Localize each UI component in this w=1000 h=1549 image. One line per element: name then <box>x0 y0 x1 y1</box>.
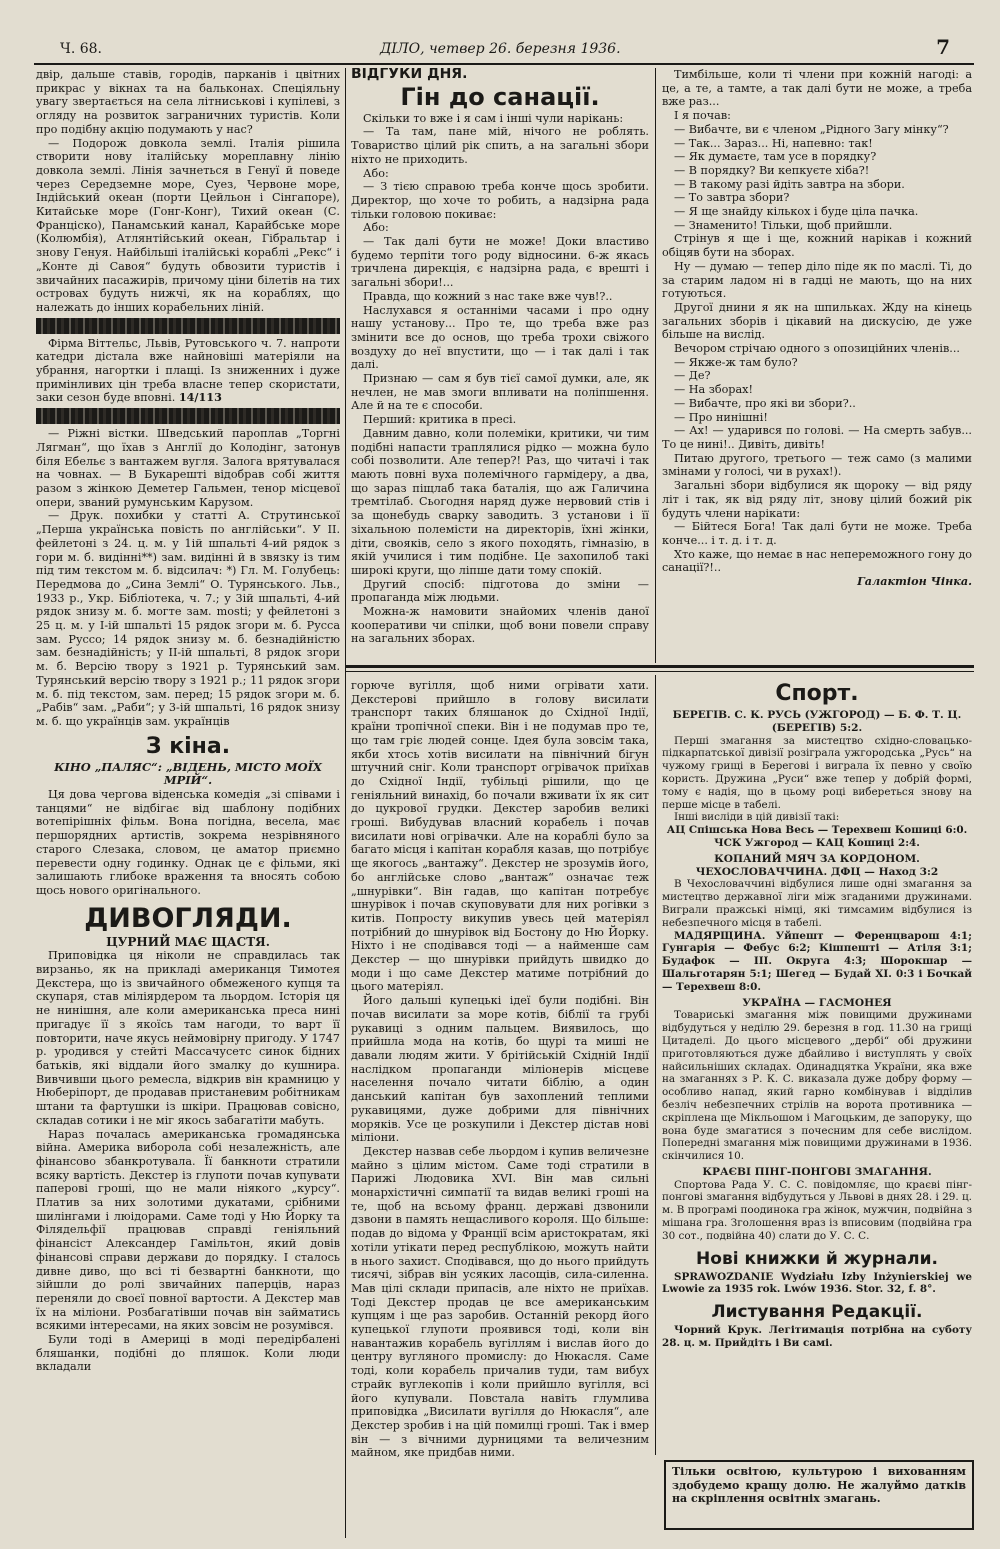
paragraph: Стрінув я ще і ще, кожний нарікав і кожний обіцяв бути на зборах. <box>662 232 972 260</box>
subsection-heading: ЧЕХОСЛОВАЧЧИНА. ДФЦ — Наход 3:2 <box>695 865 939 878</box>
paragraph: Скільки то вже і я сам і інші чули нарікань: <box>363 111 624 125</box>
section-rule <box>346 671 974 672</box>
paragraph: Інші висліди в цій дивізії такі: <box>674 811 840 824</box>
paragraph: — Друк. похибки у статті А. Струтинської „Перша українська повість по англійськи“. У II. фейлетоні з 24. ц. м. у 1ій шпальті 4-ий рядок з гори м. б. видінні**) зам. видінні й в звязку із тим під тим текстом м. б. відсилач: *) Гл. М. Голубець: Передмова до „Сина Землі“ О. Турянського. Льв., 1933 р., Укр. Бібліотека, ч. 7.; у 3ій шпальті, 4-ий рядок знизу м. б. могте зам. mosti; у фейлетоні з 25 ц. м. у І-ій шпальті 15 рядок згори м. б. Русса зам. Руссо; 14 рядок знизу м. б. безнадійністю зам. безнадійність; у ІІ-ій шпальті, 8 рядок згори м. б. Версію твору з 1921 р. Турянський зам. Турянський версію твору з 1921 р.; 11 рядок згори м. б. під текстом, зам. перед; 15 рядок згори м. б. „Рабів“ зам. „Раби“; у 3-ій шпальті, 16 рядок знизу м. б. що українців зам. українців <box>36 509 340 728</box>
paragraph: — Вибачте, ви є членом „Рідного Загу мінку“? <box>674 122 949 136</box>
paragraph: Спортова Рада У. С. С. повідомляє, що краєві пінг-понгові змагання відбудуться у Львові в днях 28. і 29. ц. м. В програмі поодинока гра жінок, мужчин, подвійна з мішана гра. Зголошення враз із вписовим (подвійна гра 30 сот., подвійна 40) слати до У. С. С. <box>662 1178 972 1242</box>
paragraph: Декстер назвав себе льордом і купив величезне майно з цілим містом. Саме тоді стратили в Парижі Людовика XVI. Він мав сильні монархістичні симпатії та видав великі гроші на те, щоб на всьому франц. державі дзвонили дзвони в память нещасливого короля. Що більше: подав до відома у Франції всім аристократам, які хотіли утікати перед республікою, можуть найти в нього захист. Сподівався, що до нього прийдуть тисячі, зібрав він усяких ласощів, сила-силенна. Мав цілі склади припасів, але ніхто не приїхав. Тоді Декстер продав це все американським купцям і ще раз заробив. Останній рекорд його купецької глупоти проявився тоді, коли він навантажив корабель вугіллям і вислав його до центру вугляного промислу: до Нюкасля. Саме тоді, коли корабель причалив туди, там вибух страйк вуглекопів і коли прийшло вугілля, всі його купували. Повстала навіть глумлива приповідка „Висилати вугілля до Нюкасля“, але Декстер зробив і на цій помилці гроші. Так і вмер він — з вічними дурницями та величезним майном, яке придбав ними. <box>351 1144 649 1460</box>
column-2-top <box>351 68 649 663</box>
paragraph: — В такому разі йдіть завтра на збори. <box>674 177 905 191</box>
paragraph: — То завтра збори? <box>674 191 790 205</box>
paragraph: — На зборах! <box>674 383 753 397</box>
advertisement: Фірма Віттельс, Львів, Рутовського ч. 7. напроти катедри дістала вже найновіші матеріяли на убрання, нагортки і плащі. Із зниженних і дуже примінливих цін треба власне тепер скористати, заки сезон буде вповні. 14/113 <box>36 336 340 405</box>
column-3-top <box>662 68 972 663</box>
section-subtitle: КІНО „ПАЛЯС“: „ВІДЕНЬ, МІСТО МОЇХ МРІЙ“. <box>54 759 322 788</box>
section-title: Нові книжки й журнали. <box>696 1248 938 1269</box>
subsection-heading: КОПАНИЙ МЯЧ ЗА КОРДОНОМ. <box>714 852 920 865</box>
paragraph: Його дальші купецькі ідеї були подібні. Він почав висилати за море котів, біблії та грубі рукавиці з одним пальцем. Виявилось, що прийшла мода на котів, бо щурі та миші не давали людям жити. У брітійській Східній Індії наслідком пропаганди міліонерів місцеве населення почало читати біблію, а один данський капітан був захоплений теплими рукавицями, дуже добрими для північних моряків. Усе це розкупили і Декстер дістав нові міліони. <box>351 994 649 1145</box>
divider-bar <box>36 408 340 424</box>
paragraph: Перший: критика в пресі. <box>363 413 517 427</box>
paragraph: Можна-ж намовити знайомих членів даної кооперативи чи спілки, щоб вони повели справу на загальних зборах. <box>351 605 649 646</box>
section-title: ДИВОГЛЯДИ. <box>84 902 292 934</box>
author-signature: Галактіон Чінка. <box>857 574 972 589</box>
paragraph: — Так далі бути не може! Доки властиво будемо терпіти того роду відносини. 6-ж якась тричлена дирекція, є надзірна рада, є врешті і загальні збори!... <box>351 235 649 290</box>
issue-number: Ч. 68. <box>60 41 102 57</box>
paragraph: Другої днини я як на шпильках. Жду на кінець загальних зборів і цікавий на дискусію, де уже більше на вислід. <box>662 300 972 342</box>
paragraph: Загальні збори відбулися як щороку — від ряду літ і так, як від ряду літ, знову цілий божий рік будуть члени нарікати: <box>662 479 972 520</box>
book-listing: SPRAWOZDANIE Wydziału Izby Inżynierskiej we Lwowie za 1935 rok. Lwów 1936. Stor. 32, f. 8°. <box>662 1270 972 1296</box>
paragraph: Нараз почалась американська громадянська війна. Америка виборола собі незалежність, але фінансово збанкротувала. Її банкноти стратили всяку вартість. Декстер із глупоти почав купувати паперові гроші, що не мали ніякого „курсу“. Платив за них золотими дукатами, срібними шилінгами і люідорами. Саме тоді у Ню Йорку та Філядельфії працював справді геніяльний фінансіст Александер Гамільтон, який довів фінансові справи держави до порядку. І сталось дивне диво, що всі ті безвартні банкноти, що зійшли до ролі звичайних паперців, нараз переняли до своєї повної вартости. А Декстер мав їх на міліони. Розбагатівши почав він займатись всякими інтересами, на яких зовсім не розумівся. <box>36 1127 340 1333</box>
paragraph: Вечором стрічаю одного з опозиційних членів... <box>674 342 960 356</box>
paragraph: Ця дова чергова віденська комедія „зі співами і танцями“ не відбігає від шаблону подібних вотепірішніх фільм. Вона погідна, весела, має першорядних артистів, зокрема незрівняного старого Слезака, словом, це аматор приємно перевести одну годинку. Однак це є фільми, які залишають глибоке враження та вносять собою щось нового оригінального. <box>36 788 340 897</box>
column-rule <box>655 675 656 1455</box>
section-subtitle: ЦУРНИЙ МАЄ ЩАСТЯ. <box>106 934 270 949</box>
paragraph: Другий спосіб: підготова до зміни — пропаганда між людьми. <box>351 577 649 605</box>
section-title: Спорт. <box>775 681 859 706</box>
subsection-heading: УКРАЇНА — ГАСМОНЕЯ <box>742 996 892 1009</box>
paragraph: В Чехословаччині відбулися лише одні змагання за мистецтво державної ліги між згаданими дружинами. Виграли пражські німці, які тимсамим відбулися із небезпечного місця в табелі. <box>662 878 972 929</box>
paragraph: — Я ще знайду кількох і буде ціла пачка. <box>674 205 919 219</box>
match-heading: БЕРЕГІВ. С. К. РУСЬ (УЖГОРОД) — Б. Ф. Т. Ц. (БЕРЕГІВ) 5:2. <box>672 709 962 734</box>
paragraph: Приповідка ця ніколи не справдилась так вирзаньо, як на прикладі американця Тимотея Декстера, що із звичайного обмеженого купця та скупаря, став міліярдером та льордом. Історія ця не нинішня, але коли американська преса нині пригадує її з якоїсь там нагоди, то варт її повторити, наче якусь неймовірну пригоду. У 1747 р. уродився у стейті Массачусетс синок бідних батьків, які віддали його змалку до кушнира. Вивчивши цього ремесла, відкрив він крамницю у Нюберіпорт, де продавав пристаневим робітникам штани та фартушки із шкіри. Працював совісно, складав сотики і не міг якось забагатіти мабуть. <box>36 949 340 1127</box>
paragraph: Перші змагання за мистецтво східно-словацько-підкарпатської дивізії розіграла ужгородська „Русь“ на чужому грищі в Берегові і виграла їх певно у своїю користь. Дружина „Руси“ вже тепер у добрій формі, тому є надія, що в цьому році вибереться знову на перше місце в табелі. <box>662 734 972 811</box>
paragraph: — Знаменито! Тільки, щоб прийшли. <box>674 218 893 232</box>
paragraph: — Як думаєте, там усе в порядку? <box>674 150 877 164</box>
paragraph: Хто каже, що немає в нас непереможного гону до санації?!.. <box>662 547 972 575</box>
paragraph: Тимбільше, коли ті члени при кожній нагоді: а це, а те, а тамте, а так далі бути не може, а треба вже раз... <box>662 68 972 109</box>
paragraph: — Ріжні вістки. Шведський пароплав „Торгні Лягман“, що їхав з Англії до Колодінг, затонув біля Ебельє з вантажем вугля. Залога врятувалася на човнах. — В Букарешті відобрав собі життя разом з жінкою Деметер Гальмен, тенор місцевої опери, званий румунським Карузом. <box>36 427 340 509</box>
paragraph: Питаю другого, третього — теж само (з малими змінами у голосі, чи в рухах!). <box>662 451 972 479</box>
paragraph: Наслухався я останніми часами і про одну нашу установу... Про те, що треба вже раз змінити все до основ, що треба трохи свіжого воздуху до неї впустити, що — і так далі і так далі. <box>351 303 649 372</box>
section-title: З кіна. <box>145 733 231 759</box>
paragraph: Або: <box>363 221 389 235</box>
paragraph: Правда, що кожний з нас таке вже чув!?.. <box>363 289 613 303</box>
masthead <box>60 35 960 62</box>
page-number: 7 <box>936 35 950 59</box>
paragraph: горюче вугілля, щоб ними огрівати хати. Декстерові прийшло в голову висилати транспорт таких бляшанок до Східної Індії, країни тропічної спеки. Він і не подумав про те, що там гріє людей сонце. Ідея була зовсім така, якби хтось хотів висилати на північний бігун штучний сніг. Коли транспорт огрівачок приїхав до Східної Індії, тубільці рішили, що це геніяльний винахід, бо почали вживати їх як сит до цукрової грудки. Декстер заробив великі гроші. Вибудував власний корабель і почав висилати нові огрівачки. Але на кораблі було за багато місця і капітан корабля казав, що потрібує ще якогось „вантажу“. Декстер не зрозумів його, бо англійське слово „вантаж“ означає теж „шнурівки“. Він гадав, що капітан потребує шнурівок і почав скуповувати для них рогівки з китів. Попросту викупив увесь цей матеріял потрібний до шнурівок від Бостону до Ню Йорку. Ніхто і не сподівався тоді — а найменше сам Декстер — що шнурівки прийдуть швидко до моди і що саме Декстер матиме потрібний до цього матеріял. <box>351 679 649 994</box>
paragraph: — Подорож довкола землі. Італія рішила створити нову італійську мореплавну лінію довкола землі. Лінія зачнеться в Генуї й поведе через Середземне море, Суез, Червоне море, Індійський океан (порти Цейльон і Сінгапоре), Китайське море (Гонг-Конг), Тихий океан (С. Франціско), Панамський канал, Карайбське море (Колюмбія), Атлянтійський океан, Гібральтар і знову Генуя. Найбільші італійські кораблі „Рекс“ і „Конте ді Савоя“ будуть обвозити туристів і звичайних пасажирів, причому ціни білетів на тих островах будуть нижчі, як на кораблях, що належать до інших корабельних ліній. <box>36 136 340 314</box>
dateline: ДІЛО, четвер 26. березня 1936. <box>380 41 621 57</box>
paragraph: — Про нинішні! <box>674 410 768 424</box>
editorial-letter: Чорний Крук. Легітимація потрібна на суботу 28. ц. м. Прийдіть і Ви самі. <box>662 1324 972 1350</box>
paragraph: І я почав: <box>674 109 731 123</box>
paragraph: — З тією справою треба конче щось зробити. Директор, що хоче то робить, а надзірна рада тільки головою покиває: <box>351 180 649 221</box>
column-2-bottom <box>351 679 649 1539</box>
divider-bar <box>36 318 340 334</box>
match-result: АЦ Спішська Нова Весь — Терехвеш Кошиці 6:0. <box>666 824 968 837</box>
match-result: ЧСК Ужгород — КАЦ Кошиці 2:4. <box>714 836 920 849</box>
paragraph: — Вибачте, про які ви збори?.. <box>674 396 856 410</box>
results-list: МАДЯРЩИНА. Уйпешт — Ференцварош 4:1; Гунгарія — Фебус 6:2; Кішпешті — Атіля 3:1; Будафок — ІІІ. Округа 4:3; Шорокшар — Шальготарян 5:1; Шегед — Будай XI. 0:3 і Бочкай — Терехвеш 8:0. <box>662 929 972 993</box>
paragraph: Або: <box>363 166 389 180</box>
section-title: Листування Редакції. <box>711 1302 923 1323</box>
paragraph: — В порядку? Ви кепкуєте хіба?! <box>674 163 870 177</box>
paragraph: — Так... Зараз... Ні, напевно: так! <box>674 136 873 150</box>
rubric-label: ВІДГУКИ ДНЯ. <box>351 68 468 82</box>
paragraph: Ну — думаю — тепер діло піде як по маслі. Ті, до за старим ладом ні в гадці не мають, що на них готуються. <box>662 259 972 301</box>
paragraph: Признаю — сам я був тієї самої думки, але, як нечлен, не мав змоги впливати на поліпшення. Але й на те є способи. <box>351 372 649 413</box>
paragraph: Товариські змагання між повищими дружинами відбудуться у неділю 29. березня в год. 11.30 на грищі Цитаделі. До цього місцевого „дербі“ обі дружини приготовляються дуже дбайливо і виступлять у своїх найсильніших складах. Одинадцятка України, яка вже на змаганнях з Р. К. С. виказала дуже добру форму — особливо напад, який гарно комбінував і відділив безліч небезпечних стрілів на ворота противника — скріплена ще Мікльошом і Магоцьким, де запоруку, що вона буде змагатися з почесним для себе вислідом. Попередні змагання між повищими дружинами в 1936. скінчилися 10. <box>662 1009 972 1163</box>
paragraph: — Де? <box>674 369 711 383</box>
column-rule <box>345 68 346 1538</box>
paragraph: Були тоді в Америці в моді передірбалені бляшанки, подібні до пляшок. Коли люди вкладали <box>36 1333 340 1374</box>
subsection-heading: КРАЄВІ ПІНГ-ПОНГОВІ ЗМАГАННЯ. <box>702 1165 932 1178</box>
motto-box <box>664 1460 974 1530</box>
column-1 <box>36 68 340 1538</box>
article-title: Гін до санації. <box>400 82 600 111</box>
section-rule <box>346 665 974 668</box>
paragraph: — Ах! — ударився по голові. — На смерть забув... То це нині!.. Дивіть, дивіть! <box>662 424 972 451</box>
paragraph: двір, дальше ставів, городів, парканів і цвітних прикрас у вікнах та на бальконах. Спеціяльну увагу звертається на села літниськові і купілеві, з огляду на розвиток заграничних туристів. Коли про подібну акцію подумають у нас? <box>36 68 340 136</box>
column-3-bottom <box>662 679 972 1454</box>
column-rule <box>655 68 656 663</box>
paragraph: — Та там, пане мій, нічого не роблять. Товариство цілий рік спить, а на загальні збори ніхто не приходить. <box>351 125 649 166</box>
paragraph: — Бійтеся Бога! Так далі бути не може. Треба конче... і т. д. і т. д. <box>662 520 972 547</box>
motto-text: Тільки освітою, культурою і вихованням здобудемо кращу долю. Не жалуймо датків на скріплення освітніх змагань. <box>672 1465 966 1505</box>
top-rule <box>34 63 974 65</box>
paragraph: Давним давно, коли полеміки, критики, чи тим подібні напасти траплялися рідко — можна було собі позволити. Але тепер?! Раз, що читачі і так мають повні вуха полемічного гармідеру, а два, що зараз піщлаб така баталія, що аж Галичина тремтілаб. Сьогодня наряд дуже нервовий стів і за щонебудь сварку заводить. З установи і її зіхальною полемісти на директорів, їхні жінки, діти, свояків, село з якого походять, гімназію, в якій училися і тим подібне. Це захопилоб такі широкі круги, що ліпше дати тому спокій. <box>351 426 649 577</box>
paragraph: — Якже-ж там було? <box>674 355 798 369</box>
